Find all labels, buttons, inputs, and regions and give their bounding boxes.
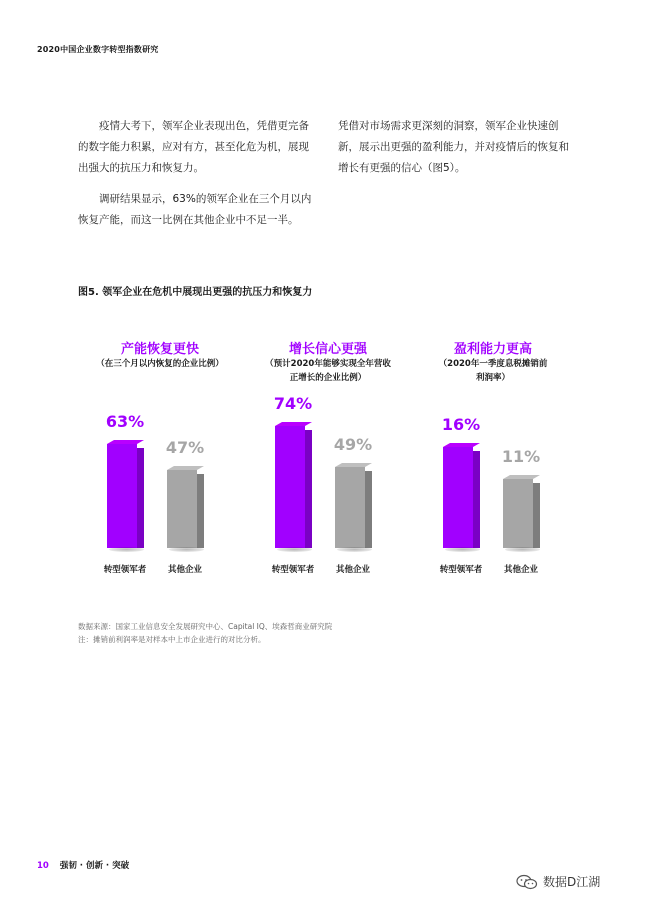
value-label: 11% (501, 447, 541, 466)
footer-tagline: 强韧 · 创新 · 突破 (59, 861, 130, 871)
bar-front (107, 444, 137, 548)
panel-subtitle (413, 357, 573, 385)
bar-side (197, 474, 204, 548)
category-label: 其他企业 (167, 565, 202, 575)
panel-subtitle-line: （预计2020年能够实现全年营收 (265, 359, 391, 369)
bar-side (473, 451, 480, 548)
bar-front (275, 426, 305, 548)
bar-side (305, 430, 312, 548)
bar-shadow (337, 547, 372, 552)
bar-leader (275, 426, 312, 548)
bar-side (137, 448, 144, 548)
footnote: 注：摊销前利润率是对样本中上市企业进行的对比分析。 (78, 635, 266, 644)
category-label: 其他企业 (335, 565, 370, 575)
paragraph: 调研结果显示，63%的领军企业在三个月以内恢复产能，而这一比例在其他企业中不足一半。 (78, 193, 312, 226)
category-label: 转型领军者 (103, 565, 147, 575)
figure-notes (78, 620, 332, 646)
panel-subtitle: （在三个月以内恢复的企业比例） (96, 359, 224, 369)
bar-front (443, 447, 473, 548)
bar-top (167, 466, 204, 470)
bar-other (335, 467, 372, 548)
category-label: 转型领军者 (439, 565, 483, 575)
watermark-text: 数据D江湖 (543, 875, 601, 889)
panel-title: 增长信心更强 (288, 342, 367, 357)
paragraph: 疫情大考下，领军企业表现出色，凭借更完备的数字能力积累，应对有方，甚至化危为机，展现出强大的抗压力和恢复力。 (78, 120, 309, 174)
value-label: 63% (105, 412, 145, 431)
panel-title: 产能恢复更快 (120, 342, 199, 357)
paragraph: 凭借对市场需求更深刻的洞察，领军企业快速创新，展示出更强的盈利能力，并对疫情后的恢复和增长有更强的信心（图5）。 (338, 120, 569, 174)
bar-top (335, 463, 372, 467)
panel-subtitle-line: （2020年一季度息税摊销前 (438, 359, 548, 369)
bar-shadow (505, 547, 540, 552)
bar-side (533, 483, 540, 548)
panel-subtitle (248, 357, 408, 385)
bar-front (503, 479, 533, 548)
bar-shadow (169, 547, 204, 552)
bar-top (503, 475, 540, 479)
bar-other (167, 470, 204, 548)
left-column (78, 116, 314, 231)
bar-side (365, 471, 372, 548)
bar-leader (443, 447, 480, 548)
bar-top (107, 440, 144, 444)
bar-other (503, 479, 540, 548)
value-label: 16% (441, 415, 481, 434)
bar-front (335, 467, 365, 548)
source-note: 数据来源：国家工业信息安全发展研究中心、Capital IQ、埃森哲商业研究院 (78, 622, 333, 631)
page-number: 10 (37, 861, 49, 871)
bar-top (443, 443, 480, 447)
figure-title: 图5. 领军企业在危机中展现出更强的抗压力和恢复力 (78, 287, 313, 298)
watermark (516, 873, 600, 890)
bar-shadow (109, 547, 144, 552)
right-column (338, 116, 578, 179)
bar-leader (107, 444, 144, 548)
bar-shadow (277, 547, 312, 552)
value-label: 47% (165, 438, 205, 457)
category-label: 转型领军者 (271, 565, 315, 575)
document-header: 2020中国企业数字转型指数研究 (37, 45, 159, 54)
page-footer (37, 859, 129, 871)
panel-subtitle-line: 正增长的企业比例） (289, 373, 367, 383)
value-label: 74% (273, 394, 313, 413)
bar-top (275, 422, 312, 426)
panel-subtitle-line: 利润率） (475, 373, 510, 383)
bar-shadow (445, 547, 480, 552)
wechat-icon (516, 874, 538, 890)
category-label: 其他企业 (503, 565, 538, 575)
value-label: 49% (333, 435, 373, 454)
bar-front (167, 470, 197, 548)
panel-title: 盈利能力更高 (453, 342, 532, 357)
